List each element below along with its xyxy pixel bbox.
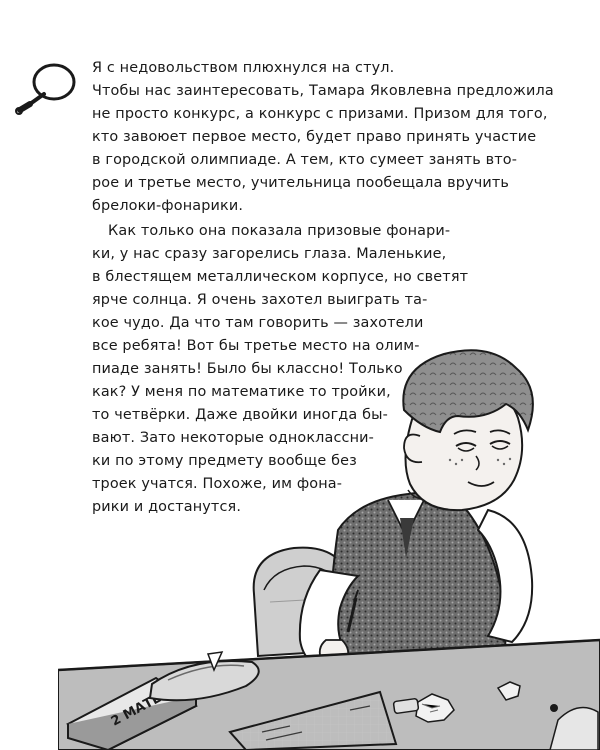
boy-at-desk-illustration [58,340,600,750]
text-line: Как только она показала призовые фонари- [108,223,451,239]
text-line: то четвёрки. Даже двойки иногда бы- [92,407,388,423]
text-line: как? У меня по математике то тройки, [92,384,391,400]
text-line: в городской олимпиаде. А тем, кто сумеет занять вто- [92,152,518,168]
text-line: кто завоюет первое место, будет право принять участие [92,129,537,145]
text-line: ярче солнца. Я очень захотел выиграть та- [92,292,428,308]
text-line: кое чудо. Да что там говорить — захотели [92,315,424,331]
text-line: пиаде занять! Было бы классно! Только [92,361,403,377]
book-cover-label: 2 [108,712,124,730]
text-line: все ребята! Вот бы третье место на олим- [92,338,420,354]
text-line: в блестящем металлическом корпусе, но светят [92,269,469,285]
magnifier-icon [12,58,78,118]
text-line: рое и третье место, учительница пообещала вручить [92,175,510,191]
text-line: Я с недовольством плюхнулся на стул. [92,60,395,76]
text-line: ки, у нас сразу загорелись глаза. Маленькие, [92,246,447,262]
text-line: ки по этому предмету вообще без [92,453,357,469]
text-line: троек учатся. Похоже, им фона- [92,476,343,492]
text-line: вают. Зато некоторые одноклассни- [92,430,375,446]
text-line: рики и достанутся. [92,499,242,515]
text-line: не просто конкурс, а конкурс с призами. Призом для того, [92,106,548,122]
text-line: брелоки-фонарики. [92,198,244,214]
text-line: Чтобы нас заинтересовать, Тамара Яковлевна предложила [92,83,554,99]
